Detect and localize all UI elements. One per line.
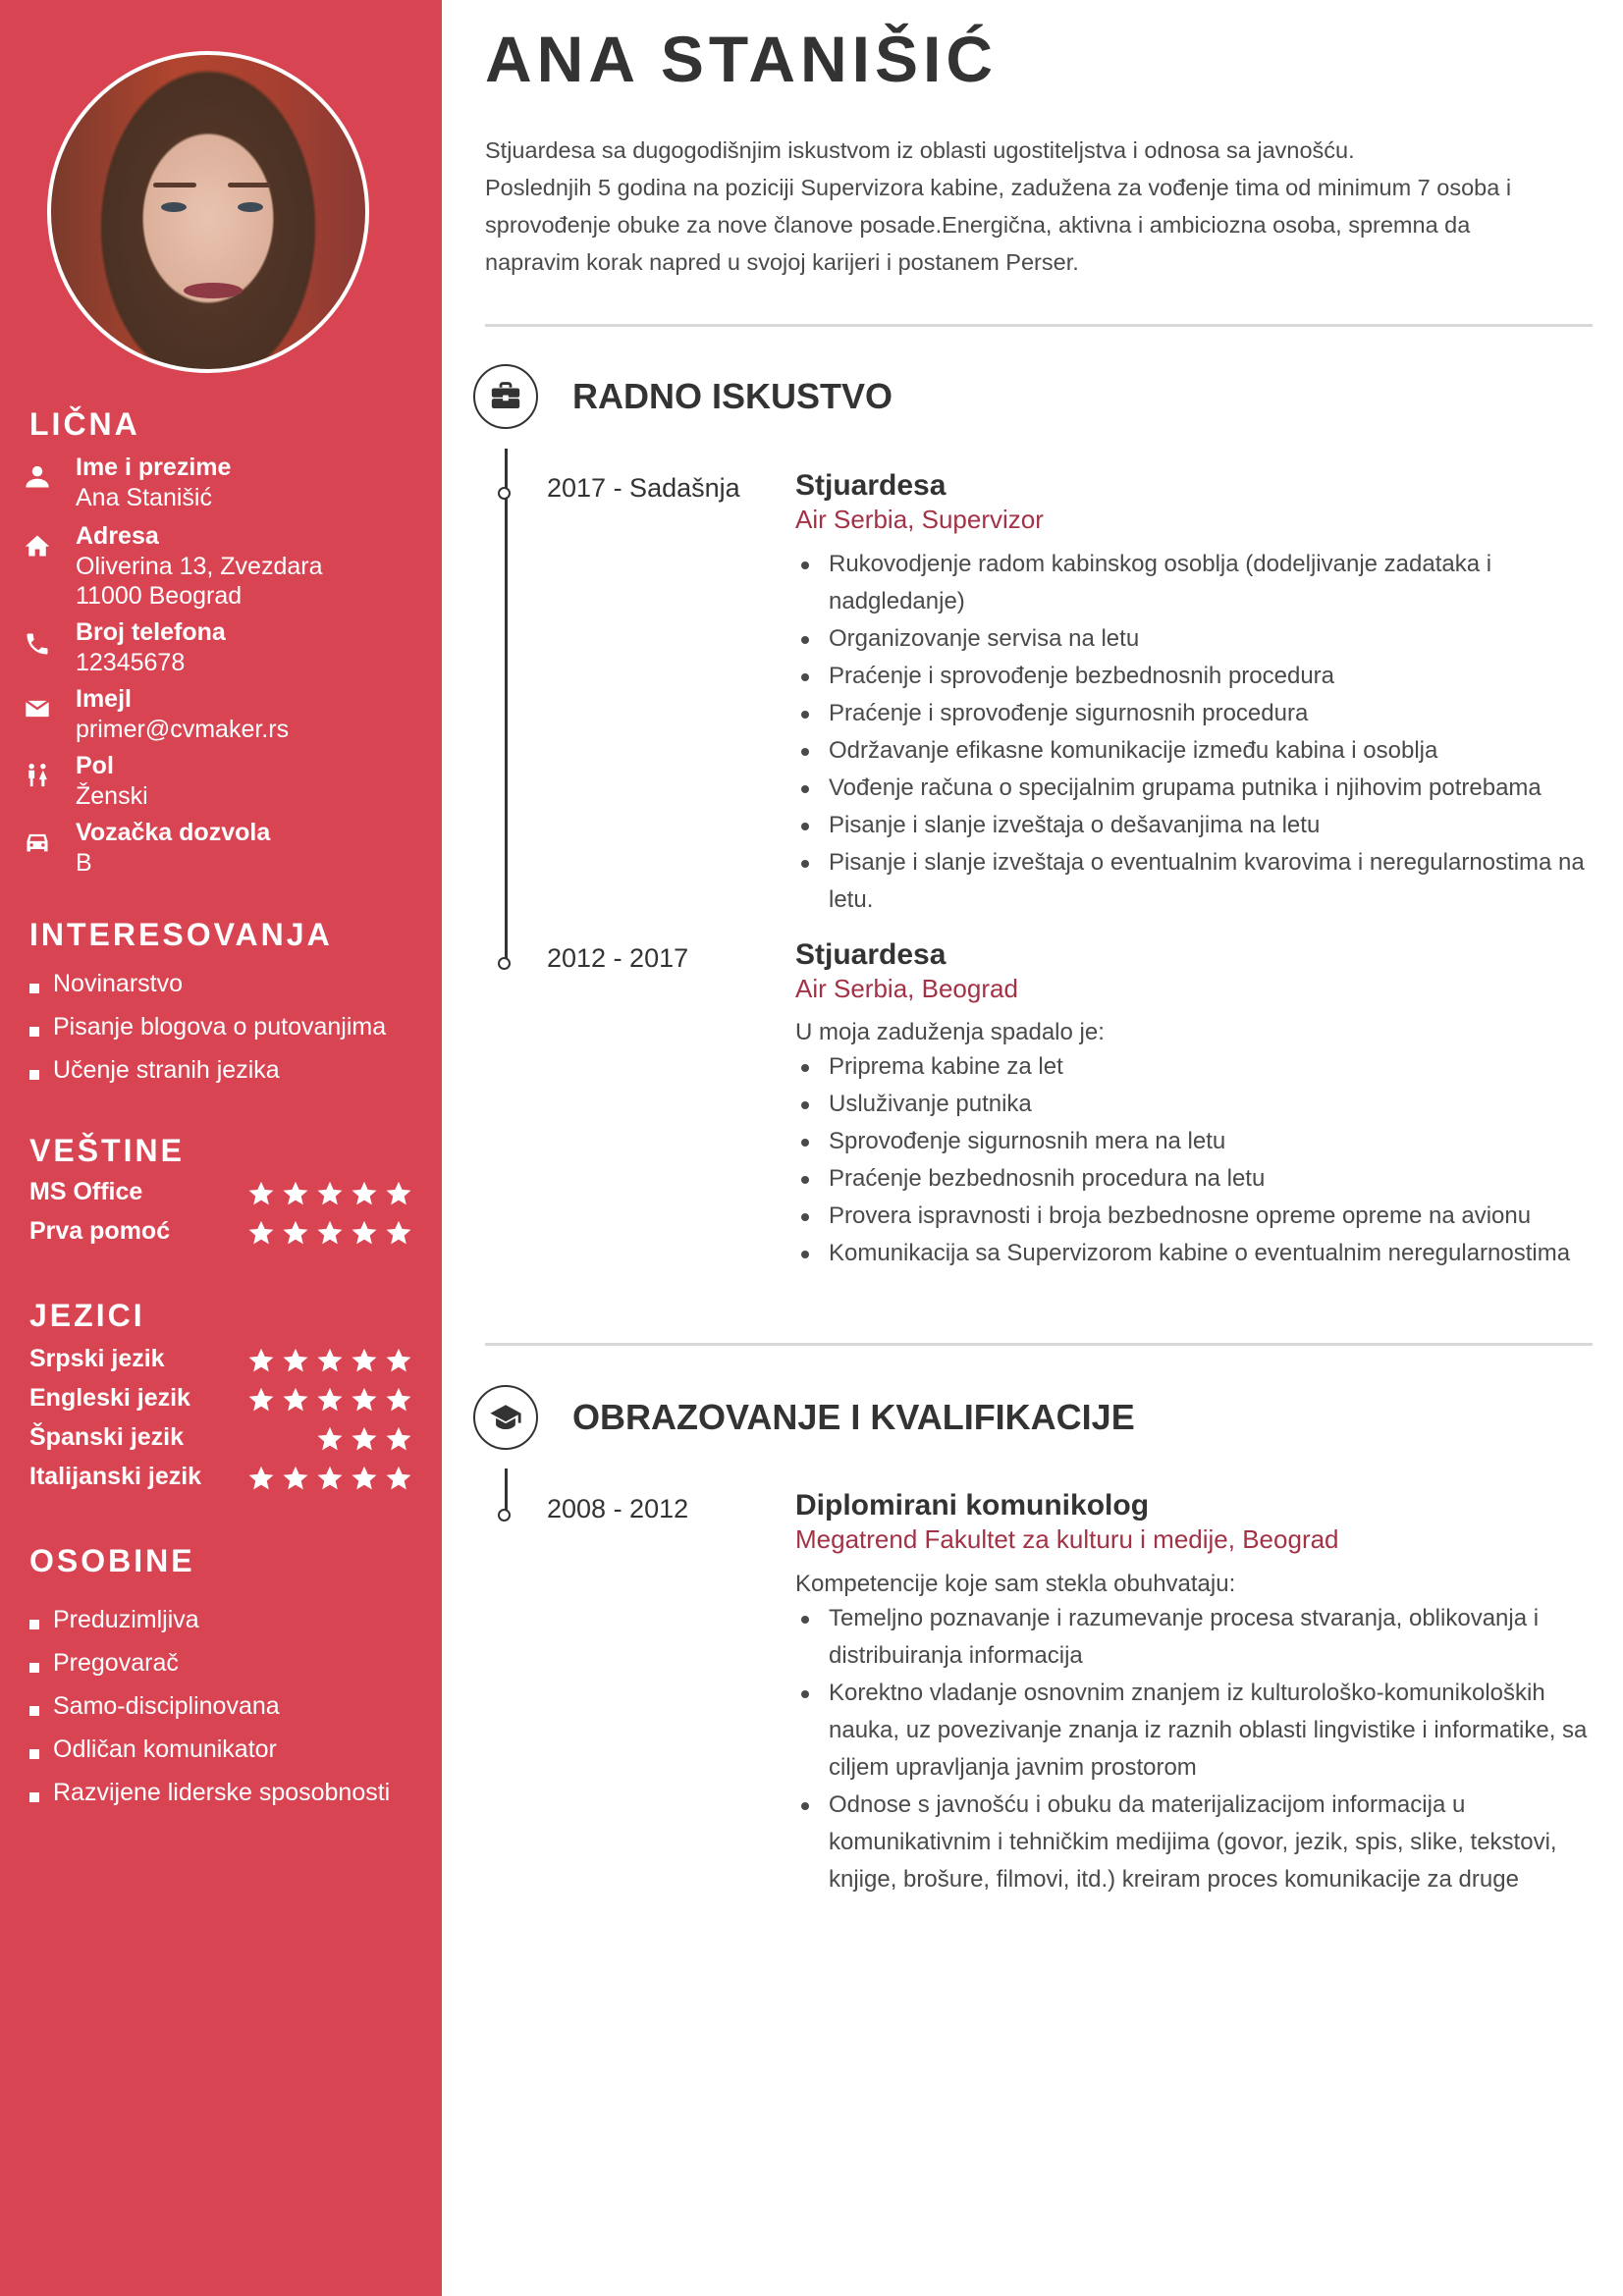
star-icon — [247, 1386, 275, 1414]
entry-date: 2017 - Sadašnja — [547, 473, 740, 503]
bullet-item: Temeljno poznavanje i razumevanje procesa stvaranja, oblikovanja i distribuiranja informacija — [795, 1600, 1600, 1675]
language-label: Srpski jezik — [29, 1345, 165, 1372]
bullet-item: Praćenje i sprovođenje bezbednosnih procedura — [795, 658, 1600, 695]
skill-label: MS Office — [29, 1178, 143, 1205]
briefcase-icon — [489, 380, 522, 413]
summary-line: sprovođenje obuke za nove članove posade.Energična, aktivna i ambiciozna osoba, spremna da — [485, 212, 1471, 238]
bullet-item: Sprovođenje sigurnosnih mera na letu — [795, 1123, 1600, 1160]
info-label: Vozačka dozvola — [76, 819, 271, 846]
info-label: Adresa — [76, 522, 159, 550]
info-value: Ženski — [76, 782, 148, 810]
entry-title: Diplomirani komunikolog — [795, 1489, 1150, 1522]
star-icon — [316, 1219, 344, 1247]
personal-heading: LIČNA — [29, 406, 140, 442]
timeline-line — [505, 449, 508, 969]
star-icon — [351, 1386, 378, 1414]
divider — [485, 324, 1593, 327]
bullet-item: Praćenje i sprovođenje sigurnosnih procedura — [795, 695, 1600, 732]
email-icon — [24, 695, 51, 722]
info-value: Ana Stanišić — [76, 484, 212, 511]
star-icon — [351, 1425, 378, 1453]
star-icon — [316, 1386, 344, 1414]
star-icon — [385, 1219, 412, 1247]
star-icon — [247, 1180, 275, 1207]
star-icon — [316, 1425, 344, 1453]
star-icon — [351, 1180, 378, 1207]
bullet-item: Komunikacija sa Supervizorom kabine o eventualnim neregularnostima — [795, 1235, 1600, 1272]
entry-intro: Kompetencije koje sam stekla obuhvataju: — [795, 1571, 1236, 1597]
entry-date: 2012 - 2017 — [547, 943, 689, 973]
bullet-item: Organizovanje servisa na letu — [795, 620, 1600, 658]
bullet-square-icon — [29, 1706, 39, 1716]
language-row — [29, 1384, 412, 1417]
star-icon — [351, 1347, 378, 1374]
star-rating — [316, 1425, 412, 1455]
photo-detail — [184, 283, 243, 298]
timeline-dot — [498, 957, 511, 970]
interests-heading: INTERESOVANJA — [29, 917, 333, 952]
bullet-square-icon — [29, 1070, 39, 1080]
language-label: Italijanski jezik — [29, 1463, 202, 1490]
graduation-cap-icon — [489, 1401, 522, 1434]
divider — [485, 1343, 1593, 1346]
timeline-dot — [498, 487, 511, 500]
entry-organization: Air Serbia, Beograd — [795, 974, 1018, 1003]
entry-title: Stjuardesa — [795, 938, 947, 971]
entry-intro: U moja zaduženja spadalo je: — [795, 1019, 1105, 1045]
entry-organization: Air Serbia, Supervizor — [795, 505, 1044, 534]
trait-text: Preduzimljiva — [53, 1606, 199, 1633]
star-icon — [282, 1347, 309, 1374]
bullet-item: Priprema kabine za let — [795, 1048, 1600, 1086]
bullet-square-icon — [29, 1027, 39, 1037]
person-icon — [24, 463, 51, 491]
car-icon — [24, 828, 51, 856]
info-value: 12345678 — [76, 649, 186, 676]
bullet-item: Usluživanje putnika — [795, 1086, 1600, 1123]
language-row — [29, 1423, 412, 1457]
star-icon — [316, 1465, 344, 1492]
star-icon — [316, 1180, 344, 1207]
star-icon — [385, 1386, 412, 1414]
star-icon — [316, 1347, 344, 1374]
star-icon — [351, 1465, 378, 1492]
info-label: Broj telefona — [76, 618, 226, 646]
experience-icon-badge — [473, 364, 538, 429]
info-value: Oliverina 13, Zvezdara — [76, 553, 323, 580]
trait-text: Odličan komunikator — [53, 1735, 277, 1763]
star-icon — [247, 1219, 275, 1247]
star-icon — [247, 1347, 275, 1374]
star-icon — [282, 1219, 309, 1247]
bullet-square-icon — [29, 1792, 39, 1802]
star-icon — [385, 1465, 412, 1492]
bullet-item: Odnose s javnošću i obuku da materijalizacijom informacija u komunikativnim i tehničkim medijima (govor, jezik, spis, slike, tekstovi, knjige, brošure, filmovi, itd.) kreiram proces komunikacije za druge — [795, 1787, 1600, 1898]
summary-line: Stjuardesa sa dugogodišnjim iskustvom iz oblasti ugostiteljstva i odnosa sa javnošću. — [485, 137, 1355, 163]
summary-line: napravim korak napred u svojoj karijeri i postanem Perser. — [485, 249, 1079, 275]
star-rating — [247, 1465, 412, 1494]
star-rating — [247, 1386, 412, 1415]
bullet-item: Provera ispravnosti i broja bezbednosne opreme opreme na avionu — [795, 1198, 1600, 1235]
bullet-item: Vođenje računa o specijalnim grupama putnika i njihovim potrebama — [795, 770, 1600, 807]
timeline-dot — [498, 1509, 511, 1522]
skill-row — [29, 1178, 412, 1211]
photo-detail — [153, 183, 196, 187]
star-rating — [247, 1347, 412, 1376]
bullet-square-icon — [29, 1749, 39, 1759]
trait-text: Samo-disciplinovana — [53, 1692, 280, 1720]
info-label: Pol — [76, 752, 114, 779]
star-icon — [385, 1180, 412, 1207]
bullet-item: Korektno vladanje osnovnim znanjem iz kulturološko-komunikoloških nauka, uz povezivanje znanja iz raznih oblasti lingvistike i informatike, sa ciljem upravljanja javnim prostorom — [795, 1675, 1600, 1787]
trait-text: Pregovarač — [53, 1649, 179, 1677]
summary — [485, 132, 1595, 281]
skill-label: Prva pomoć — [29, 1217, 171, 1245]
photo-detail — [238, 202, 263, 212]
bullet-square-icon — [29, 1663, 39, 1673]
language-row — [29, 1463, 412, 1496]
entry-organization: Megatrend Fakultet za kulturu i medije, Beograd — [795, 1524, 1339, 1554]
info-label: Imejl — [76, 685, 132, 713]
traits-heading: OSOBINE — [29, 1543, 195, 1578]
star-icon — [385, 1347, 412, 1374]
photo-detail — [228, 183, 271, 187]
star-icon — [385, 1425, 412, 1453]
education-title: OBRAZOVANJE I KVALIFIKACIJE — [572, 1397, 1135, 1437]
sidebar — [0, 0, 442, 2296]
info-label: Ime i prezime — [76, 454, 232, 481]
bullet-item: Pisanje i slanje izveštaja o eventualnim kvarovima i neregularnostima na letu. — [795, 844, 1600, 919]
info-value: B — [76, 849, 92, 877]
star-icon — [247, 1465, 275, 1492]
star-icon — [282, 1386, 309, 1414]
phone-icon — [24, 630, 51, 658]
info-value: 11000 Beograd — [76, 582, 243, 610]
profile-photo — [47, 51, 369, 373]
bullet-item: Pisanje i slanje izveštaja o dešavanjima na letu — [795, 807, 1600, 844]
entry-title: Stjuardesa — [795, 469, 947, 502]
candidate-name: ANA STANIŠIĆ — [485, 23, 998, 95]
language-label: Engleski jezik — [29, 1384, 190, 1412]
home-icon — [24, 532, 51, 560]
summary-line: Poslednjih 5 godina na poziciji Supervizora kabine, zadužena za vođenje tima od minimum 7 osoba i — [485, 175, 1512, 200]
star-rating — [247, 1180, 412, 1209]
bullet-square-icon — [29, 984, 39, 993]
photo-detail — [161, 202, 187, 212]
interest-text: Pisanje blogova o putovanjima — [53, 1013, 387, 1041]
bullet-item: Održavanje efikasne komunikacije između kabina i osoblja — [795, 732, 1600, 770]
trait-text: Razvijene liderske sposobnosti — [53, 1779, 391, 1806]
gender-icon — [24, 762, 51, 789]
education-icon-badge — [473, 1385, 538, 1450]
star-icon — [351, 1219, 378, 1247]
star-icon — [282, 1180, 309, 1207]
skills-heading: VEŠTINE — [29, 1133, 185, 1168]
entry-bullets — [795, 1600, 1600, 1898]
bullet-item: Praćenje bezbednosnih procedura na letu — [795, 1160, 1600, 1198]
interest-text: Učenje stranih jezika — [53, 1056, 280, 1084]
language-label: Španski jezik — [29, 1423, 185, 1451]
timeline-line — [505, 1468, 508, 1514]
entry-bullets — [795, 546, 1600, 919]
skill-row — [29, 1217, 412, 1251]
info-value: primer@cvmaker.rs — [76, 716, 290, 743]
languages-heading: JEZICI — [29, 1298, 145, 1333]
star-icon — [282, 1465, 309, 1492]
star-rating — [247, 1219, 412, 1249]
entry-date: 2008 - 2012 — [547, 1494, 689, 1523]
bullet-item: Rukovodjenje radom kabinskog osoblja (dodeljivanje zadataka i nadgledanje) — [795, 546, 1600, 620]
experience-title: RADNO ISKUSTVO — [572, 376, 893, 416]
bullet-square-icon — [29, 1620, 39, 1629]
language-row — [29, 1345, 412, 1378]
interest-text: Novinarstvo — [53, 970, 183, 997]
entry-bullets — [795, 1048, 1600, 1272]
